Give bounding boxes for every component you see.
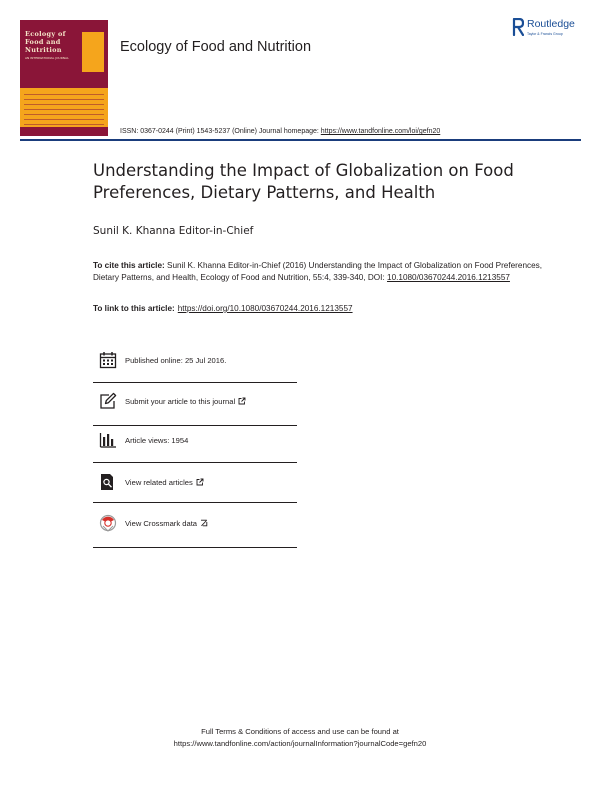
article-doi-link[interactable]: https://doi.org/10.1080/03670244.2016.1213557 <box>177 304 353 313</box>
publisher-logo <box>512 18 592 40</box>
footer-journal-info-link[interactable]: https://www.tandfonline.com/action/journalInformation?journalCode=gefn20 <box>173 739 427 748</box>
citation-doi-link[interactable]: 10.1080/03670244.2016.1213557 <box>387 272 510 282</box>
info-divider <box>93 502 297 503</box>
article-views-row <box>99 431 188 449</box>
external-link-icon <box>196 478 204 486</box>
issn-line <box>120 128 440 135</box>
external-link-icon <box>238 397 246 405</box>
citation-label: To cite this article: <box>93 261 165 270</box>
citation-block <box>93 260 543 283</box>
search-document-icon <box>99 473 117 491</box>
footer-line-1: Full Terms & Conditions of access and use can be found at <box>201 727 399 736</box>
issn-text: ISSN: 0367-0244 (Print) 1543-5237 (Online) Journal homepage: <box>120 128 319 135</box>
cover-title-line: Ecology of <box>25 30 66 38</box>
cover-subtitle: AN INTERNATIONAL JOURNAL <box>25 56 69 60</box>
published-online-text: Published online: 25 Jul 2016. <box>125 355 227 365</box>
submit-article-row[interactable] <box>99 392 246 410</box>
article-link-line <box>93 304 353 313</box>
edit-icon <box>99 392 117 410</box>
info-divider <box>93 547 297 548</box>
cover-footer-bar <box>20 127 108 136</box>
article-title: Understanding the Impact of Globalization on Food Preferences, Dietary Patterns, and Health <box>93 161 514 202</box>
crossmark-link[interactable]: View Crossmark data <box>125 518 198 528</box>
publisher-tagline: Taylor & Francis Group <box>527 32 563 36</box>
crossmark-row[interactable] <box>99 514 208 532</box>
info-divider <box>93 462 297 463</box>
citation-text: Sunil K. Khanna Editor-in-Chief (2016) Understanding the Impact of Globalization on Food Preferences, Dietary Patterns, and Health, Ecology of Food and Nutrition, 55:4, 339-340, DOI: <box>93 261 543 282</box>
related-articles-row[interactable] <box>99 473 204 491</box>
crossmark-icon <box>99 514 117 532</box>
journal-cover <box>20 20 108 136</box>
cover-title-line: Nutrition <box>25 46 62 54</box>
article-views-text: Article views: 1954 <box>125 435 189 445</box>
calendar-icon <box>99 351 117 369</box>
related-articles-link[interactable]: View related articles <box>125 477 193 487</box>
article-author: Sunil K. Khanna Editor-in-Chief <box>93 225 254 237</box>
publisher-name: Routledge <box>527 18 575 30</box>
link-label: To link to this article: <box>93 304 175 313</box>
published-online-row <box>99 351 226 369</box>
journal-homepage-link[interactable]: https://www.tandfonline.com/loi/gefn20 <box>320 128 441 135</box>
journal-title: Ecology of Food and Nutrition <box>120 39 312 55</box>
header-rule <box>20 139 581 141</box>
info-divider <box>93 382 297 383</box>
bar-chart-icon <box>99 431 117 449</box>
cover-title-line: Food and <box>25 38 61 46</box>
cover-side-panel <box>82 32 104 72</box>
external-link-icon <box>200 519 208 527</box>
info-divider <box>93 425 297 426</box>
submit-article-link[interactable]: Submit your article to this journal <box>125 396 236 406</box>
routledge-logo-icon <box>512 18 524 36</box>
